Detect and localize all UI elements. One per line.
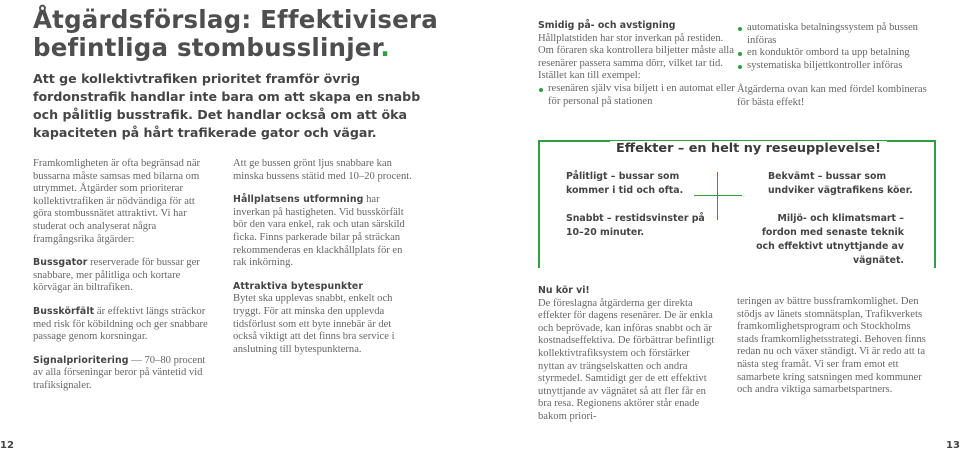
boarding-heading: Smidig på- och avstigning [538, 20, 676, 31]
effect-comfortable: Bekvämt – bussar som undviker vägtrafikens köer. [768, 171, 913, 196]
hallplats-label: Hållplatsens utformning [233, 194, 364, 206]
cross-divider-horizontal [694, 195, 742, 196]
bullet-item-continued: införas [747, 34, 777, 46]
bytespunkter-paragraph [233, 281, 413, 357]
boarding-bullets [538, 83, 738, 108]
now-heading: Nu kör vi! [538, 285, 590, 296]
busskorfalt-label: Busskörfält [33, 305, 95, 317]
boarding-section [538, 20, 738, 108]
bussgator-text: reserverade för bussar ger snabbare, mer pålitliga och kortare körvägar än biltrafiken. [33, 257, 200, 294]
left-column-2 [233, 158, 413, 367]
effects-frame-corner [922, 140, 936, 268]
bussgator-label: Bussgator [33, 257, 88, 269]
hallplats-paragraph [233, 194, 413, 270]
signal-text: — 70–80 procent av alla förseningar beror på väntetid vid trafiksignaler. [33, 354, 206, 391]
effect-reliable: Pålitligt – bussar som kommer i tid och ofta. [566, 171, 684, 196]
page-title-line2: befintliga stombusslinjer [33, 33, 381, 62]
title-dot: . [380, 33, 390, 62]
signal-label: Signalprioritering [33, 354, 129, 366]
intro-paragraph: Framkomligheten är ofta begränsad när bussarna måste samsas med bilarna om utrymmet. Åtgärder som prioriterar kollektivtrafiken är nödvändiga för att göra stombussnätet attraktivt. Vi har studerat och analyserat några framgångsrika åtgärder: [33, 158, 201, 245]
left-column-1 [33, 158, 211, 404]
bullet-item: automatiska betalningssystem på bussen [737, 22, 937, 35]
bullet-item-continued: för personal på stationen [548, 95, 653, 107]
closing-text: Åtgärderna ovan kan med fördel kombineras för bästa effekt! [737, 84, 927, 108]
boarding-section-cont [737, 22, 937, 110]
bullet-item: resenären själv visa biljett i en automat eller [538, 83, 738, 96]
bullet-item: en konduktör ombord ta upp betalning [737, 47, 937, 60]
hallplats-text: har inverkan på hastigheten. Vid busskörfält bör den vara enkel, rak och utan särskild ficka. Finns parkerade bilar på sträckan rekommenderas en klackhållplats för en rak inkörning. [233, 194, 405, 269]
boarding-bullets-2 [737, 22, 937, 72]
page-number-right: 13 [946, 440, 960, 450]
now-text-part2: teringen av bättre bussframkomlighet. Den stödjs av länets stomnätsplan, Trafikverkets framkomlighetsprogram och Stockholms stads framkomlighetsstrategi. Behoven finns redan nu och växer ständigt. Vi är redo att ta nästa steg framåt. Vi ser fram emot ett samarbete kring satsningen med kommuner och andra viktiga samarbetspartners. [737, 296, 926, 396]
now-section [538, 285, 718, 424]
busskorfalt-text: är effektivt längs sträckor med risk för köbildning och ger snabbare passage genom korsningar. [33, 305, 208, 343]
green-light-paragraph: Att ge bussen grönt ljus snabbare kan minska bussens stätid med 10–20 procent. [233, 158, 412, 182]
bytespunkter-label: Attraktiva bytespunkter [233, 280, 364, 292]
bytespunkter-text: Bytet ska upplevas snabbt, enkelt och tryggt. För att minska den upplevda tidsförlust som ett byte innebär är det också viktigt att det finns bra service i anslutning till bytespunkterna. [233, 293, 395, 355]
page-title [33, 6, 453, 62]
page-number-left: 12 [0, 440, 14, 450]
busskorfalt-paragraph [33, 306, 211, 344]
cross-divider-vertical [717, 172, 718, 220]
bullet-item: systematiska biljettkontroller införas [737, 60, 937, 73]
effect-fast: Snabbt – restidsvinster på 10–20 minuter. [566, 213, 705, 238]
page-title-line1: Åtgärdsförslag: Effektivisera [33, 5, 438, 34]
signal-paragraph [33, 355, 211, 393]
now-section-cont [737, 296, 927, 397]
boarding-text: Hållplatstiden har stor inverkan på restiden. Om föraren ska kontrollera biljetter måste alla resenärer passera samma dörr, vilket tar tid. Istället kan till exempel: [538, 32, 734, 82]
lead-paragraph: Att ge kollektivtrafiken prioritet framför övrig fordonstrafik handlar inte bara om att skapa en snabb och pålitlig busstrafik. Det handlar också om att öka kapaciteten på hårt trafikerade gator och vägar. [33, 71, 421, 140]
effects-title: Effekter – en helt ny reseupplevelse! [610, 141, 887, 156]
effect-climate: Miljö- och klimatsmart – fordon med senaste teknik och effektivt utnyttjande av vägnätet. [756, 213, 904, 266]
bussgator-paragraph [33, 257, 211, 295]
now-text-part1: De föreslagna åtgärderna ger direkta effekter för dagens resenärer. De är enkla och beprövade, kan införas snabbt och är kostnadseffektiva. De förbättrar befintligt kollektivtrafiksystem och förstärker nyttan av trängselskatten och andra styrmedel. Samtidigt ger de ett effektivt utnyttjande av vägnätet så att fler får en bra resa. Regionens aktörer står enade bakom priori- [538, 297, 715, 422]
